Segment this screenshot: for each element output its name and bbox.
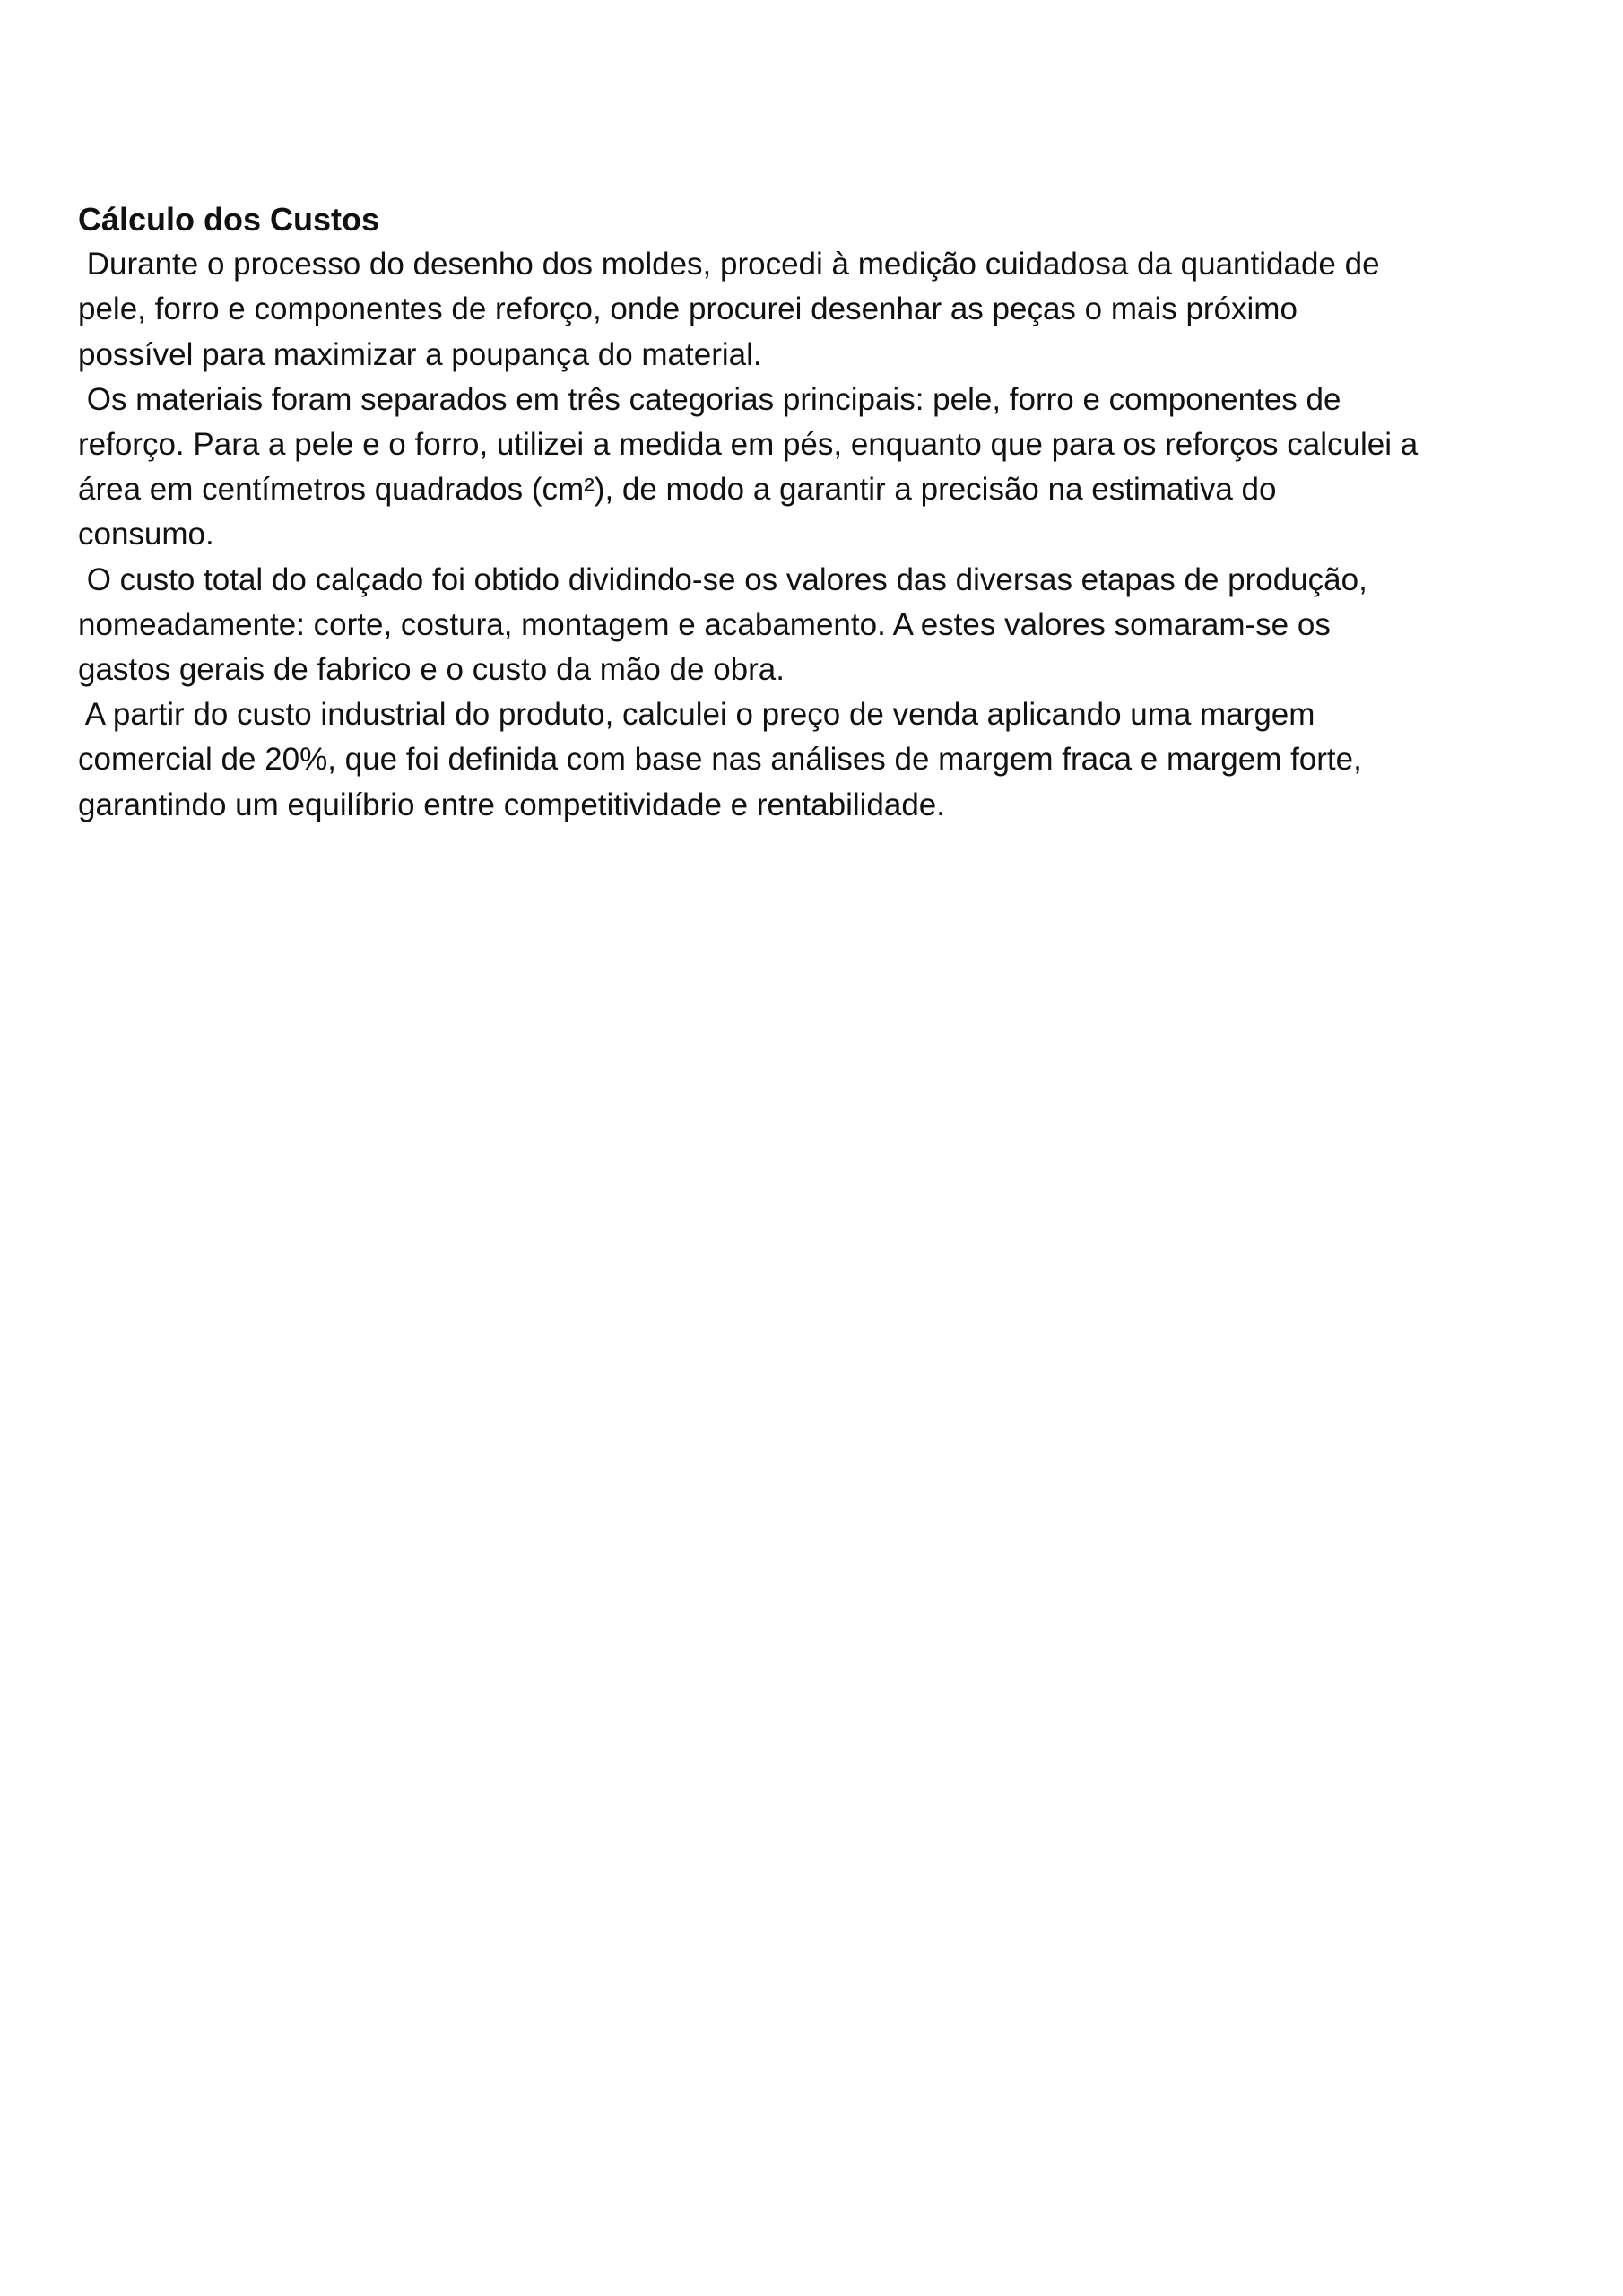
paragraph-4 [78,692,1567,828]
text-line: O custo total do calçado foi obtido dividindo-se os valores das diversas etapas de produção, [78,561,1367,597]
text-line: A partir do custo industrial do produto, calculei o preço de venda aplicando uma margem [78,697,1315,733]
paragraph-2 [78,378,1567,558]
text-line: gastos gerais de fabrico e o custo da mão de obra. [78,652,785,688]
text-line: comercial de 20%, que foi definida com base nas análises de margem fraca e margem forte, [78,742,1362,778]
paragraph-3 [78,558,1567,693]
text-line: possível para maximizar a poupança do material. [78,336,762,372]
section-title: Cálculo dos Custos [78,201,380,238]
text-line: consumo. [78,517,214,552]
text-line: reforço. Para a pele e o forro, utilizei a medida em pés, enquanto que para os reforços calculei a [78,427,1419,463]
document-body [78,197,1567,828]
text-line: área em centímetros quadrados (cm²), de modo a garantir a precisão na estimativa do [78,472,1277,508]
paragraph-1 [78,242,1567,378]
text-line: nomeadamente: corte, costura, montagem e acabamento. A estes valores somaram-se os [78,606,1331,642]
text-line: Durante o processo do desenho dos moldes, procedi à medição cuidadosa da quantidade de [78,247,1380,283]
text-line: pele, forro e componentes de reforço, onde procurei desenhar as peças o mais próximo [78,291,1298,327]
text-line: Os materiais foram separados em três categorias principais: pele, forro e componentes de [78,381,1341,417]
text-line: garantindo um equilíbrio entre competitividade e rentabilidade. [78,787,945,822]
